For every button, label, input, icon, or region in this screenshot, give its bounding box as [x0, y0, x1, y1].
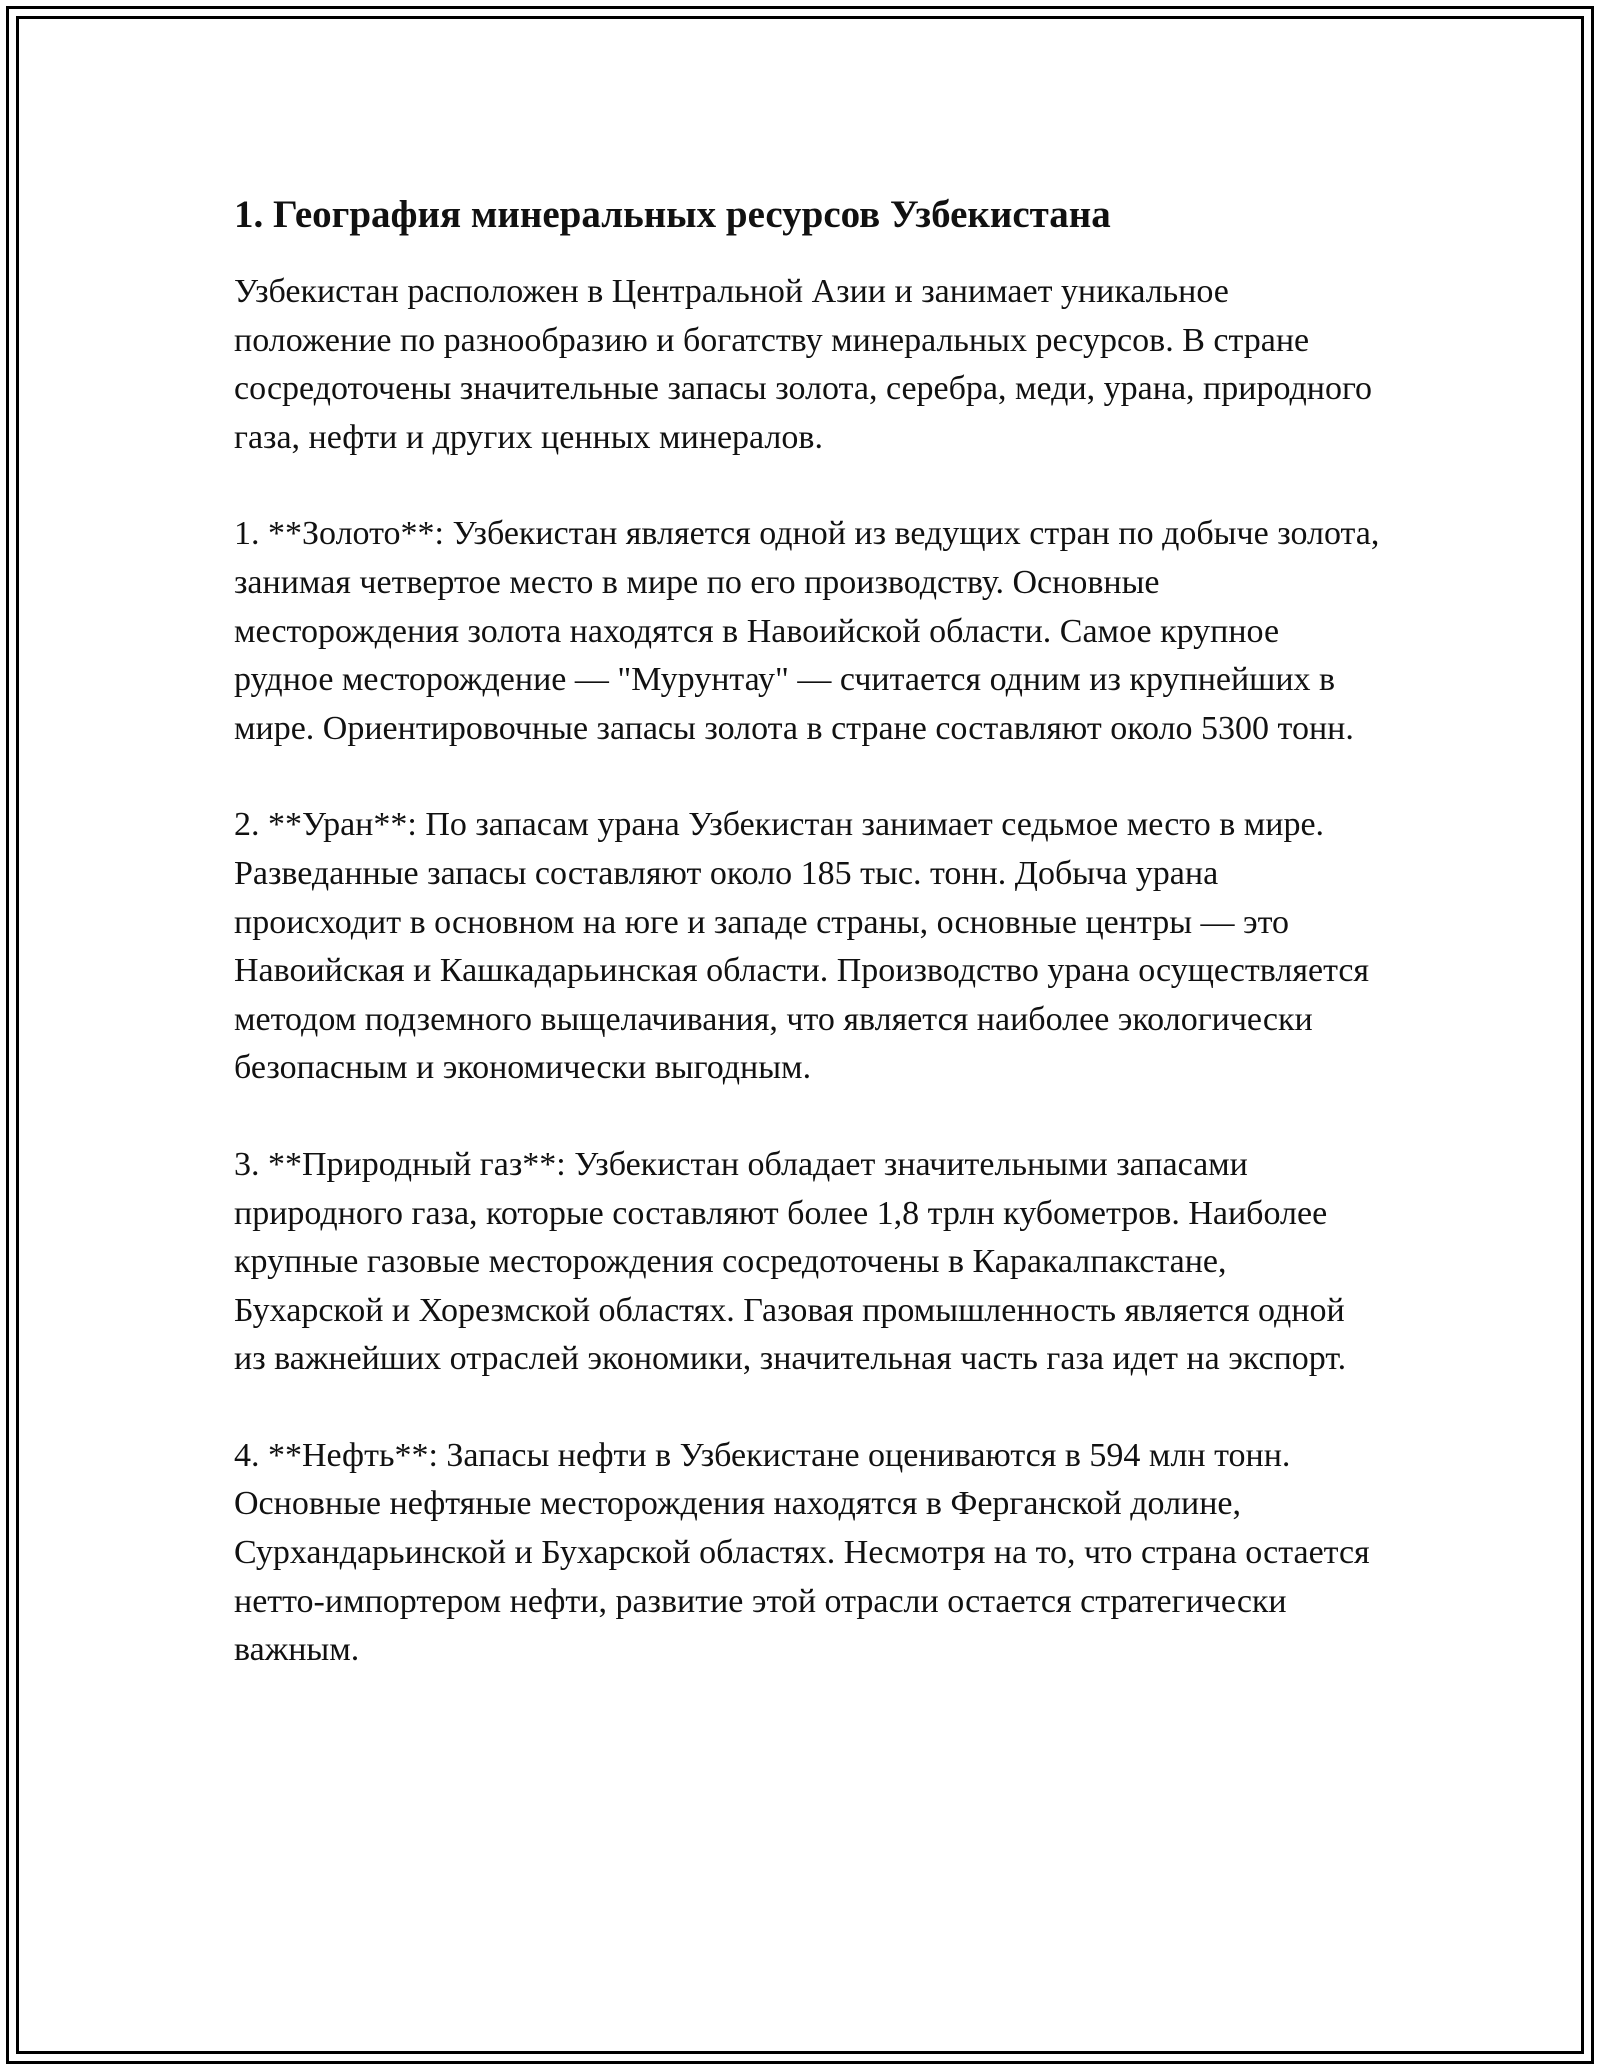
section-heading: 1. География минеральных ресурсов Узбекистана: [234, 193, 1111, 236]
uranium-paragraph: 2. **Уран**: По запасам урана Узбекистан занимает седьмое место в мире. Разведанные запасы составляют около 185 тыс. тонн. Добыча урана происходит в основном на юге и западе страны, основные центры — это Навоийская и Кашкадарьинская области. Производство урана осуществляется методом подземного выщелачивания, что является наиболее экологически безопасным и экономически выгодным.: [234, 806, 1370, 1087]
intro-paragraph: Узбекистан расположен в Центральной Азии и занимает уникальное положение по разнообразию и богатству минеральных ресурсов. В стране сосредоточены значительные запасы золота, серебра, меди, урана, природного газа, нефти и других ценных минералов.: [234, 273, 1373, 456]
oil-paragraph: 4. **Нефть**: Запасы нефти в Узбекистане оцениваются в 594 млн тонн. Основные нефтяные месторождения находятся в Ферганской долине, Сурхандарьинской и Бухарской областях. Несмотря на то, что страна остается нетто-импортером нефти, развитие этой отрасли остается стратегически важным.: [234, 1436, 1370, 1669]
gold-paragraph: 1. **Золото**: Узбекистан является одной из ведущих стран по добыче золота, занимая четвертое место в мире по его производству. Основные месторождения золота находятся в Навоийской области. Самое крупное рудное месторождение — "Мурунтау" — считается одним из крупнейших в мире. Ориентировочные запасы золота в стране составляют около 5300 тонн.: [234, 515, 1380, 747]
document-page: [234, 190, 1384, 1723]
natural-gas-paragraph: 3. **Природный газ**: Узбекистан обладает значительными запасами природного газа, которые составляют более 1,8 трлн кубометров. Наиболее крупные газовые месторождения сосредоточены в Каракалпакстане, Бухарской и Хорезмской областях. Газовая промышленность является одной из важнейших отраслей экономики, значительная часть газа идет на экспорт.: [234, 1145, 1347, 1378]
